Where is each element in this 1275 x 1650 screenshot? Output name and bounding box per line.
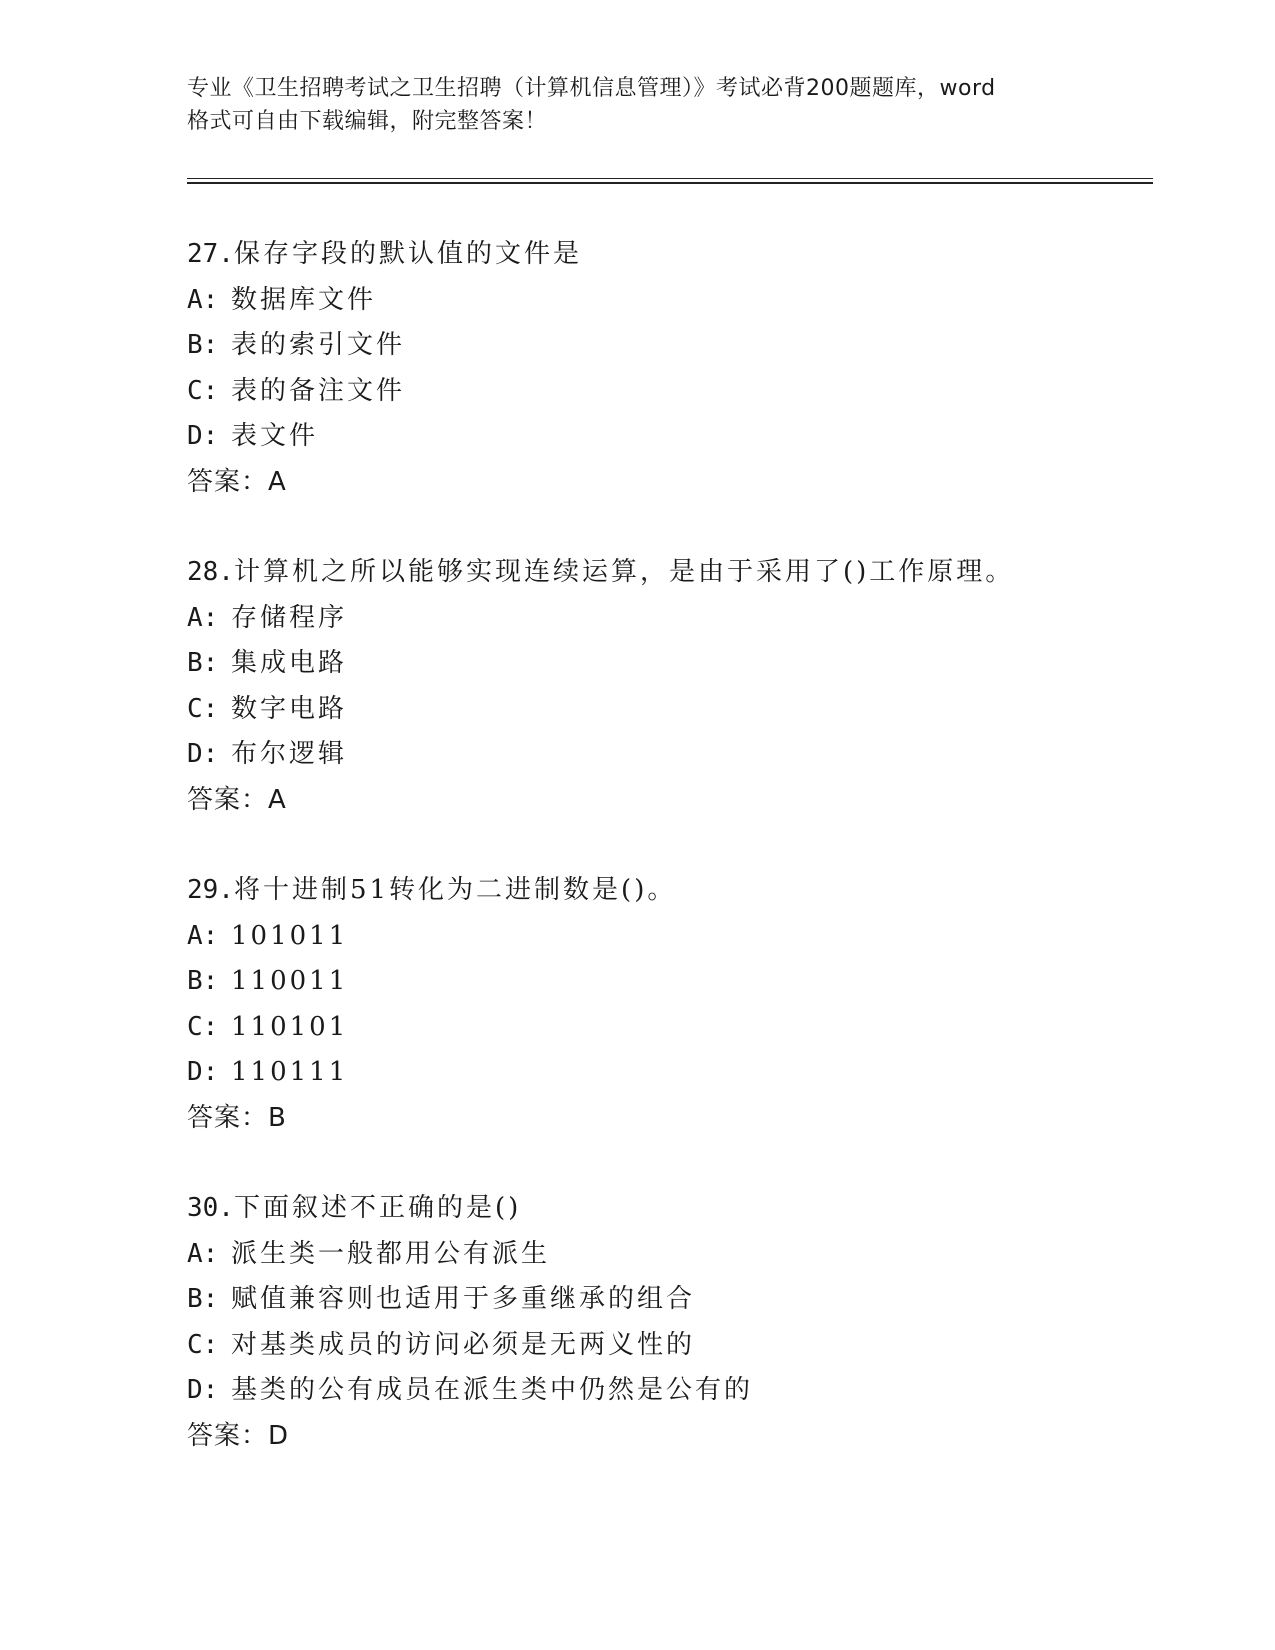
option-d	[187, 1050, 1167, 1096]
option-text: 布尔逻辑	[231, 739, 348, 769]
question-29	[187, 868, 1167, 1141]
question-text: 保存字段的默认值的文件是	[233, 239, 582, 269]
option-text: 110011	[231, 966, 349, 996]
header-line-2: 格式可自由下载编辑，附完整答案！	[187, 109, 548, 134]
answer-line: 答案：B	[187, 1102, 287, 1133]
question-number: 29.	[187, 875, 234, 905]
option-b	[187, 641, 1167, 687]
option-d	[187, 1368, 1167, 1414]
question-number: 30.	[187, 1193, 234, 1223]
option-label: D:	[187, 1057, 219, 1087]
option-text: 数字电路	[231, 693, 348, 724]
option-text: 赋值兼容则也适用于多重继承的组合	[231, 1284, 696, 1314]
answer-line: 答案：D	[187, 1420, 290, 1451]
option-a	[187, 596, 1167, 642]
option-text: 表文件	[231, 421, 319, 451]
question-27	[187, 232, 1167, 505]
option-a	[187, 278, 1167, 324]
option-label: A:	[187, 1238, 219, 1269]
answer-line: 答案：A	[187, 466, 287, 497]
option-a	[187, 1232, 1167, 1278]
question-28	[187, 550, 1167, 823]
option-text: 数据库文件	[231, 284, 377, 315]
option-label: C:	[187, 1011, 219, 1042]
header-line-1: 专业《卫生招聘考试之卫生招聘（计算机信息管理）》考试必背200题题库，word	[187, 76, 996, 101]
question-stem	[187, 1186, 1167, 1232]
option-text: 101011	[231, 920, 349, 951]
option-text: 110101	[231, 1011, 349, 1042]
question-stem	[187, 868, 1167, 914]
question-text: 将十进制51转化为二进制数是()。	[233, 875, 677, 905]
header-divider-thick	[187, 182, 1153, 184]
option-c	[187, 1005, 1167, 1051]
option-text: 基类的公有成员在派生类中仍然是公有的	[231, 1375, 754, 1405]
option-b	[187, 1277, 1167, 1323]
option-b	[187, 323, 1167, 369]
option-c	[187, 687, 1167, 733]
option-label: D:	[187, 739, 219, 769]
option-text: 表的索引文件	[231, 330, 406, 360]
answer-line: 答案：A	[187, 784, 287, 815]
option-a	[187, 914, 1167, 960]
option-label: C:	[187, 375, 219, 406]
question-30	[187, 1186, 1167, 1459]
option-label: B:	[187, 966, 219, 996]
option-label: C:	[187, 1329, 219, 1360]
option-text: 集成电路	[231, 648, 348, 678]
option-label: D:	[187, 421, 219, 451]
option-text: 表的备注文件	[231, 375, 406, 406]
option-c	[187, 1323, 1167, 1369]
option-c	[187, 369, 1167, 415]
question-number: 27.	[187, 239, 234, 269]
option-text: 派生类一般都用公有派生	[231, 1238, 551, 1269]
question-stem	[187, 550, 1167, 596]
option-label: B:	[187, 1284, 219, 1314]
question-text: 下面叙述不正确的是()	[233, 1193, 522, 1223]
option-label: B:	[187, 648, 219, 678]
option-d	[187, 732, 1167, 778]
option-label: B:	[187, 330, 219, 360]
option-text: 110111	[231, 1057, 349, 1087]
question-number: 28.	[187, 557, 234, 587]
option-label: D:	[187, 1375, 219, 1405]
question-stem	[187, 232, 1167, 278]
option-text: 对基类成员的访问必须是无两义性的	[231, 1329, 696, 1360]
option-label: A:	[187, 284, 219, 315]
option-label: A:	[187, 602, 219, 633]
option-text: 存储程序	[231, 602, 348, 633]
question-text: 计算机之所以能够实现连续运算，是由于采用了()工作原理。	[233, 557, 1015, 587]
header-divider-thin	[187, 178, 1153, 179]
document-header	[187, 72, 1087, 138]
option-label: A:	[187, 920, 219, 951]
option-label: C:	[187, 693, 219, 724]
option-d	[187, 414, 1167, 460]
option-b	[187, 959, 1167, 1005]
